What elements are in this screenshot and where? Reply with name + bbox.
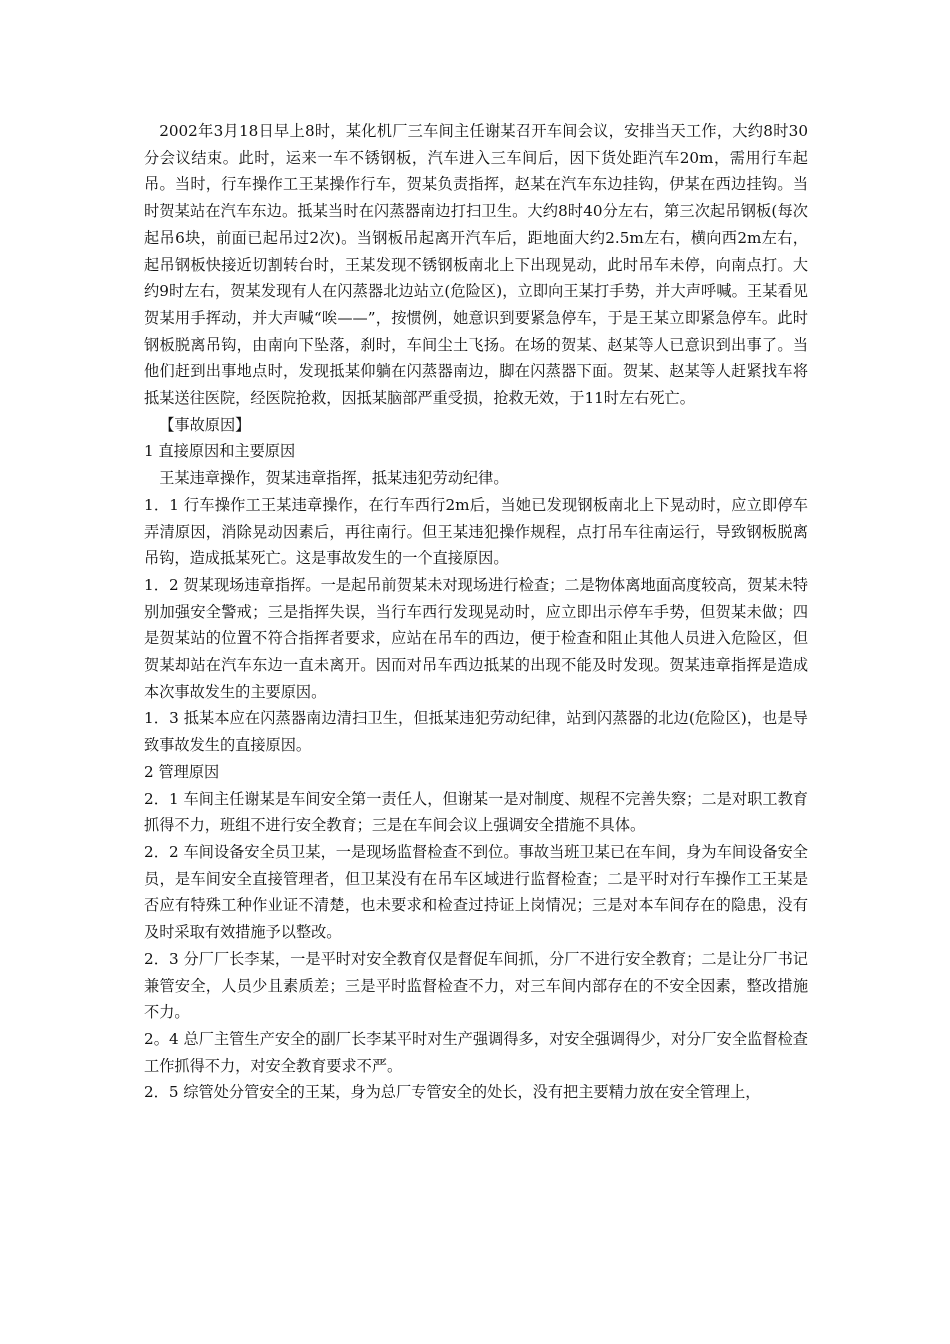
accident-narrative-paragraph: 2002年3月18日早上8时，某化机厂三车间主任谢某召开车间会议，安排当天工作，大约8时30分会议结束。此时，运来一车不锈钢板，汽车进入三车间后，因下货处距汽车20m，需用行车起吊。当时，行车操作工王某操作行车，贺某负责指挥，赵某在汽车东边挂钩，伊某在西边挂钩。当时贺某站在汽车东边。抵某当时在闪蒸器南边打扫卫生。大约8时40分左右，第三次起吊钢板(每次起吊6块，前面已起吊过2次)。当钢板吊起离开汽车后，距地面大约2.5m左右，横向西2m左右，起吊钢板快接近切割转台时，王某发现不锈钢板南北上下出现晃动，此时吊车未停，向南点打。大约9时左右，贺某发现有人在闪蒸器北边站立(危险区)，立即向王某打手势，并大声呼喊。王某看见贺某用手挥动，并大声喊“唉——”，按惯例，她意识到要紧急停车，于是王某立即紧急停车。此时钢板脱离吊钩，由南向下坠落，刹时，车间尘土飞扬。在场的贺某、赵某等人已意识到出事了。当他们赶到出事地点时，发现抵某仰躺在闪蒸器南边，脚在闪蒸器下面。贺某、赵某等人赶紧找车将抵某送往医院，经医院抢救，因抵某脑部严重受损，抢救无效，于11时左右死亡。 — [144, 122, 808, 408]
section-2-5-paragraph: 2．5 综管处分管安全的王某，身为总厂专管安全的处长，没有把主要精力放在安全管理上， — [144, 1083, 761, 1102]
section-2-4-paragraph: 2。4 总厂主管生产安全的副厂长李某平时对生产强调得多，对安全强调得少，对分厂安全监督检查工作抓得不力，对安全教育要求不严。 — [144, 1029, 808, 1075]
section-1-heading: 1 直接原因和主要原因 — [144, 442, 296, 461]
section-2-2-paragraph: 2．2 车间设备安全员卫某，一是现场监督检查不到位。事故当班卫某已在车间，身为车间设备安全员，是车间安全直接管理者，但卫某没有在吊车区域进行监督检查；二是平时对行车操作工王某是否应有特殊工种作业证不清楚，也未要求和检查过持证上岗情况；三是对本车间存在的隐患，没有及时采取有效措施予以整改。 — [144, 842, 808, 942]
section-2-3-paragraph: 2．3 分厂厂长李某，一是平时对安全教育仅是督促车间抓，分厂不进行安全教育；二是让分厂书记兼管安全，人员少且素质差；三是平时监督检查不力，对三车间内部存在的不安全因素，整改措施不力。 — [144, 949, 808, 1022]
section-2-heading: 2 管理原因 — [144, 762, 220, 781]
section-1-2-paragraph: 1．2 贺某现场违章指挥。一是起吊前贺某未对现场进行检查；二是物体离地面高度较高，贺某未特别加强安全警戒；三是指挥失误，当行车西行发现晃动时，应立即出示停车手势，但贺某未做；四是贺某站的位置不符合指挥者要求，应站在吊车的西边，便于检查和阻止其他人员进入危险区，但贺某却站在汽车东边一直未离开。因而对吊车西边抵某的出现不能及时发现。贺某违章指挥是造成本次事故发生的主要原因。 — [144, 575, 808, 701]
accident-cause-heading: 【事故原因】 — [159, 415, 251, 434]
section-1-1-paragraph: 1．1 行车操作工王某违章操作，在行车西行2m后，当她已发现钢板南北上下晃动时，应立即停车弄清原因，消除晃动因素后，再往南行。但王某违犯操作规程，点打吊车往南运行，导致钢板脱离吊钩，造成抵某死亡。这是事故发生的一个直接原因。 — [144, 495, 808, 568]
document-page — [144, 118, 808, 1106]
section-2-1-paragraph: 2．1 车间主任谢某是车间安全第一责任人，但谢某一是对制度、规程不完善失察；二是对职工教育抓得不力，班组不进行安全教育；三是在车间会议上强调安全措施不具体。 — [144, 789, 808, 835]
section-1-summary: 王某违章操作，贺某违章指挥，抵某违犯劳动纪律。 — [159, 469, 509, 488]
section-1-3-paragraph: 1．3 抵某本应在闪蒸器南边清扫卫生，但抵某违犯劳动纪律，站到闪蒸器的北边(危险区)，也是导致事故发生的直接原因。 — [144, 709, 808, 755]
